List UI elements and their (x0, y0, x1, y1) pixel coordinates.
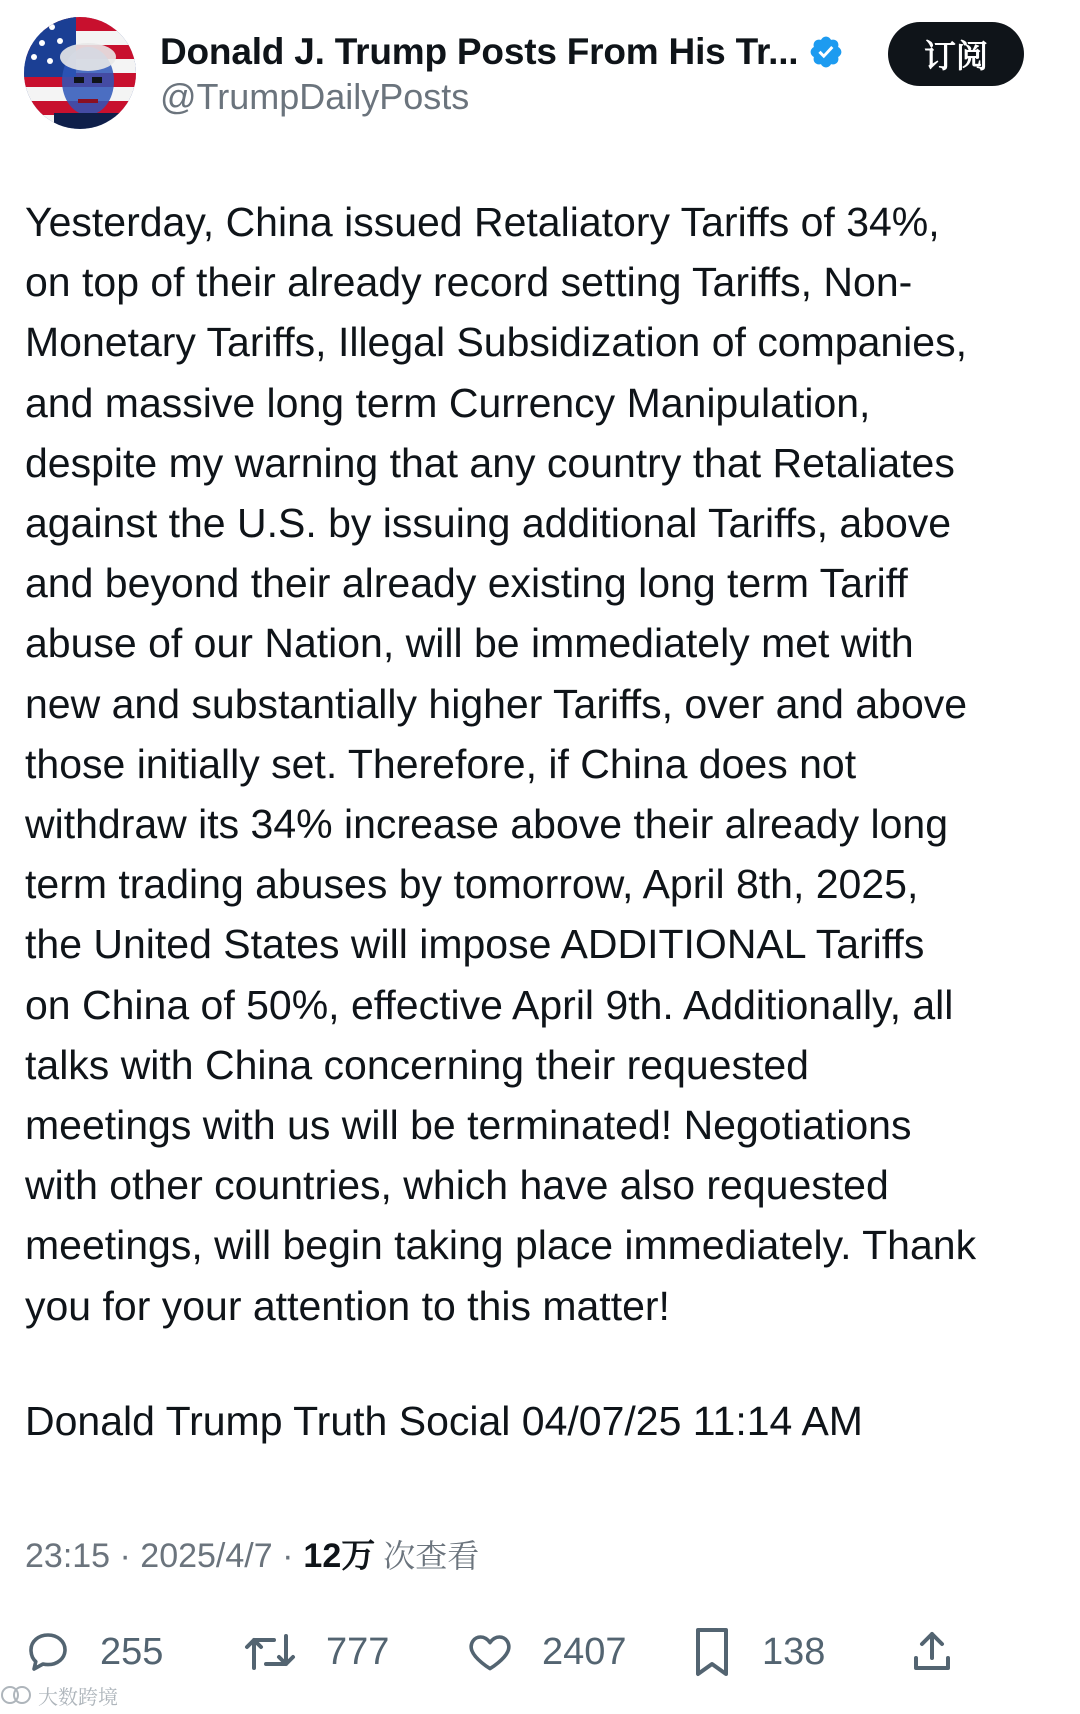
reply-count: 255 (100, 1630, 164, 1673)
views-count: 12万 (303, 1537, 376, 1575)
bookmark-button[interactable] (690, 1612, 825, 1692)
bookmark-icon (690, 1626, 734, 1678)
like-button[interactable] (466, 1612, 627, 1692)
watermark-text: 大数跨境 (38, 1684, 118, 1709)
author-name-row[interactable] (160, 28, 844, 76)
flag-portrait-avatar-icon (24, 17, 136, 129)
post-text: Yesterday, China issued Retaliatory Tariffs of 34%, on top of their already record setting Tariffs, Non- Monetary Tariffs, Illegal Subsidization of companies, and massive long term Currency Manipulation, despite my warning that any country that Retaliates against the U.S. by issuing additional Tariffs, above and beyond their already existing long term Tariff abuse of our Nation, will be immediately met with new and substantially higher Tariffs, over and above those initially set. Therefore, if China does not withdraw its 34% increase above their already long term trading abuses by tomorrow, April 8th, 2025, the United States will impose ADDITIONAL Tariffs on China of 50%, effective April 9th. Additionally, all talks with China concerning their requested meetings with us will be terminated! Negotiations with other countries, which have also requested meetings, will begin taking place immediately. Thank you for your attention to this matter! (25, 199, 977, 1329)
author-display-name[interactable]: Donald J. Trump Posts From His Tr... (160, 31, 799, 72)
share-button[interactable] (908, 1612, 956, 1692)
post-signature: Donald Trump Truth Social 04/07/25 11:14 AM (25, 1398, 863, 1444)
action-bar (0, 1612, 1080, 1692)
repost-button[interactable] (242, 1612, 389, 1692)
watermark (0, 1680, 118, 1710)
verified-badge-icon[interactable] (808, 34, 844, 70)
post-datetime[interactable]: 23:15 · 2025/4/7 · (25, 1537, 294, 1575)
repost-icon (242, 1628, 298, 1676)
avatar[interactable] (24, 17, 136, 129)
reply-icon (24, 1628, 72, 1676)
post-meta (25, 1528, 479, 1577)
heart-icon (466, 1628, 514, 1676)
share-icon (908, 1628, 956, 1676)
like-count: 2407 (542, 1630, 627, 1673)
repost-count: 777 (326, 1630, 390, 1673)
author-handle[interactable]: @TrumpDailyPosts (160, 76, 470, 117)
bookmark-count: 138 (762, 1630, 826, 1673)
watermark-logo-icon (0, 1684, 34, 1706)
subscribe-button[interactable]: 订阅 (888, 22, 1024, 86)
views-label: 次查看 (383, 1537, 480, 1575)
